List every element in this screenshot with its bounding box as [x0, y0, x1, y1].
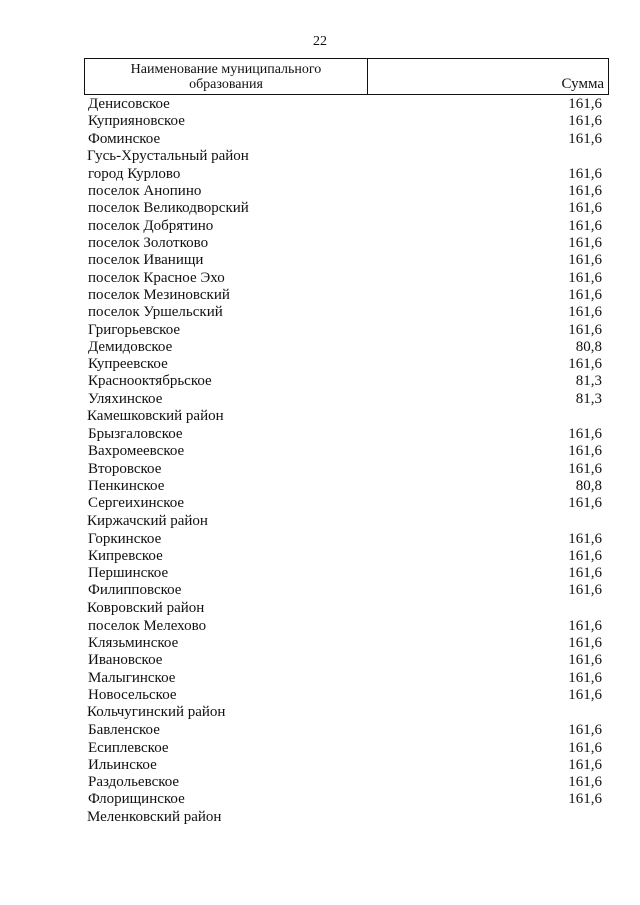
table-row — [0, 757, 640, 774]
municipality-name: Брызгаловское — [88, 426, 183, 443]
district-header-row — [0, 408, 640, 426]
sum-value: 80,8 — [575, 338, 602, 355]
sum-value: 161,6 — [568, 252, 602, 269]
sum-value: 161,6 — [568, 686, 602, 703]
table-row — [0, 391, 640, 408]
municipality-name: Камешковский район — [87, 408, 224, 425]
municipality-name: Куприяновское — [88, 113, 185, 130]
municipality-name: Краснооктябрьское — [88, 373, 212, 390]
municipality-name: Раздольевское — [88, 774, 180, 791]
sum-value: 161,6 — [568, 652, 602, 669]
table-row — [0, 373, 640, 390]
table-row — [0, 270, 640, 287]
table-row — [0, 235, 640, 252]
table-row — [0, 113, 640, 130]
district-header-row — [0, 513, 640, 531]
table-row — [0, 322, 640, 339]
district-header-row — [0, 809, 640, 827]
header-name-line2: образования — [189, 77, 263, 92]
sum-value: 161,6 — [568, 217, 602, 234]
municipality-name: Григорьевское — [88, 321, 181, 338]
table-row — [0, 287, 640, 304]
table-row — [0, 652, 640, 669]
municipality-name: Киржачский район — [87, 512, 208, 529]
municipality-name: поселок Красное Эхо — [88, 269, 225, 286]
header-column-divider — [367, 59, 368, 94]
sum-value: 161,6 — [568, 235, 602, 252]
sum-value: 161,6 — [568, 617, 602, 634]
sum-value: 161,6 — [568, 200, 602, 217]
table-row — [0, 478, 640, 495]
table-row — [0, 426, 640, 443]
municipality-name: поселок Анопино — [88, 183, 202, 200]
municipality-name: поселок Золотково — [88, 235, 209, 252]
sum-value: 161,6 — [568, 286, 602, 303]
sum-value: 161,6 — [568, 565, 602, 582]
sum-value: 161,6 — [568, 443, 602, 460]
municipality-name: Флорищинское — [88, 791, 185, 808]
sum-value: 161,6 — [568, 269, 602, 286]
sum-value: 161,6 — [568, 183, 602, 200]
table-row — [0, 339, 640, 356]
municipality-name: поселок Добрятино — [88, 217, 214, 234]
table-row — [0, 774, 640, 791]
sum-value: 161,6 — [568, 739, 602, 756]
municipality-name: Горкинское — [88, 530, 162, 547]
table-row — [0, 443, 640, 460]
table-row — [0, 96, 640, 113]
sum-value: 161,6 — [568, 495, 602, 512]
municipality-name: Гусь-Хрустальный район — [87, 147, 249, 164]
municipality-name: Малыгинское — [88, 669, 176, 686]
municipality-name: Сергеихинское — [88, 495, 185, 512]
sum-value: 81,3 — [575, 373, 602, 390]
sum-value: 161,6 — [568, 791, 602, 808]
municipality-name: поселок Иванищи — [88, 252, 204, 269]
table-row — [0, 740, 640, 757]
table-row — [0, 166, 640, 183]
table-row — [0, 635, 640, 652]
district-header-row — [0, 148, 640, 166]
table-row — [0, 548, 640, 565]
table-row — [0, 791, 640, 808]
municipality-name: поселок Великодворский — [88, 200, 249, 217]
table-row — [0, 531, 640, 548]
municipality-name: Фоминское — [88, 130, 161, 147]
table-row — [0, 687, 640, 704]
sum-value: 161,6 — [568, 96, 602, 112]
municipality-name: Демидовское — [88, 338, 173, 355]
table-row — [0, 618, 640, 635]
municipality-name: Есиплевское — [88, 739, 169, 756]
sum-value: 161,6 — [568, 582, 602, 599]
municipality-name: поселок Уршельский — [88, 304, 223, 321]
table-row — [0, 670, 640, 687]
table-row — [0, 356, 640, 373]
municipality-name: поселок Мезиновский — [88, 286, 230, 303]
sum-value: 161,6 — [568, 304, 602, 321]
municipality-name: Вахромеевское — [88, 443, 185, 460]
municipality-name: Пенкинское — [88, 477, 165, 494]
sum-value: 161,6 — [568, 356, 602, 373]
sum-value: 161,6 — [568, 321, 602, 338]
municipality-name: Ковровский район — [87, 599, 205, 616]
table-row — [0, 304, 640, 321]
sum-value: 81,3 — [575, 390, 602, 407]
municipality-name: Денисовское — [88, 96, 170, 112]
municipality-name: поселок Мелехово — [88, 617, 207, 634]
municipality-name: Клязьминское — [88, 635, 179, 652]
sum-value: 161,6 — [568, 774, 602, 791]
table-row — [0, 218, 640, 235]
sum-value: 161,6 — [568, 113, 602, 130]
table-row — [0, 582, 640, 599]
municipality-name: Второвское — [88, 460, 162, 477]
table-row — [0, 183, 640, 200]
sum-value: 161,6 — [568, 756, 602, 773]
sum-value: 161,6 — [568, 722, 602, 739]
table-row — [0, 131, 640, 148]
district-header-row — [0, 600, 640, 618]
municipality-name: Бавленское — [88, 722, 160, 739]
table-row — [0, 565, 640, 582]
table-row — [0, 200, 640, 217]
municipality-name: Кипревское — [88, 547, 163, 564]
sum-value: 161,6 — [568, 460, 602, 477]
municipality-name: Новосельское — [88, 686, 177, 703]
municipality-name: Ивановское — [88, 652, 163, 669]
municipality-name: Ильинское — [88, 756, 157, 773]
table-header — [84, 58, 609, 95]
table-row — [0, 252, 640, 269]
sum-value: 161,6 — [568, 547, 602, 564]
table-row — [0, 722, 640, 739]
table-row — [0, 495, 640, 512]
municipality-name: Уляхинское — [88, 390, 163, 407]
header-sum: Сумма — [561, 76, 604, 92]
header-name-column — [85, 62, 367, 92]
sum-value: 161,6 — [568, 165, 602, 182]
municipality-name: Першинское — [88, 565, 169, 582]
sum-value: 80,8 — [575, 477, 602, 494]
sum-value: 161,6 — [568, 669, 602, 686]
municipality-name: Кольчугинский район — [87, 704, 226, 721]
municipality-name: Филипповское — [88, 582, 182, 599]
sum-value: 161,6 — [568, 130, 602, 147]
sum-value: 161,6 — [568, 426, 602, 443]
municipality-name: город Курлово — [88, 165, 181, 182]
page-number: 22 — [313, 34, 327, 49]
table-row — [0, 461, 640, 478]
data-rows — [0, 96, 640, 827]
district-header-row — [0, 704, 640, 722]
municipality-name: Купреевское — [88, 356, 168, 373]
header-name-line1: Наименование муниципального — [130, 62, 322, 77]
municipality-name: Меленковский район — [87, 808, 222, 825]
sum-value: 161,6 — [568, 530, 602, 547]
sum-value: 161,6 — [568, 635, 602, 652]
